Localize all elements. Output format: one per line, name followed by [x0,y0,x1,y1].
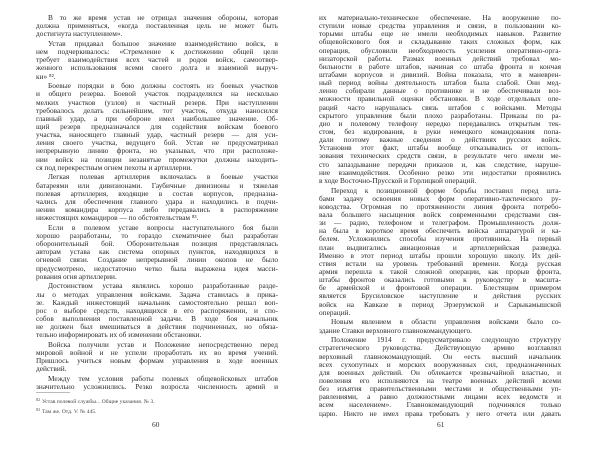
text-line: равлениями, а равно должностными лицами всех ведомств и [319,393,561,402]
text-line: операция, обусловили необходимость усиления оперативно-орга- [319,46,561,55]
left-page-body [36,14,278,391]
text-line: авторам устава как система опорных пунктов, находящихся в [36,248,278,257]
text-line: операций. [319,308,351,317]
text-line: действий. [36,365,67,374]
text-line: зи — радио, телефоном и телеграфом. Промышленность долж- [319,219,561,228]
text-line: Между тем условия работы полевых общевойсковых штабов [48,375,278,384]
text-line: белем. Усложнились способы изучения противника. На первый [319,235,561,244]
text-line: мелких участков (узлов) и частный резерв. При наступлении [36,98,278,107]
text-line: войск на Кавказе в период Эрзерумской и Сарыкамышской [319,300,561,309]
text-line: нии войск на позиции незанятые промежутки должны находить- [36,155,278,164]
text-line: можности правильной оценки обстановки. В ходе отдельных опе- [319,95,561,104]
text-line: Если в полевом уставе вопросы наступательного боя были [48,223,278,232]
text-line: участка, наносящего главный удар, частный резерв — для уси- [36,131,278,140]
footnote-text: Там же. Отд. V. № 445. [42,409,97,415]
text-line: ствия встали на уровень требований времени. Когда русская [319,259,561,268]
text-line: и общего резерва. Боевой участок подразделялся на несколько [36,90,278,99]
text-line: бильности в работе штабов, начиная со штаба фронта и кончая [319,62,561,71]
text-line: нении командира корпуса либо передавались в распоряжение [36,206,278,215]
text-line: план выдвигались авиационная и артиллерийская разведка. [319,243,561,252]
text-line: ки» ⁸². [36,72,56,81]
text-line: без изъятия правительственными местами и общественными уп- [319,385,561,394]
text-line: Новым явлением в области управления войсками было со- [331,318,561,327]
text-line: Боевые порядки в бою должны состоять из боевых участков [48,82,278,91]
text-line: батареями или дивизионами. Гаубичные дивизионы и тяжелая [36,181,278,190]
text-line: Легкая полевая артиллерия включалась в боевые участки [48,173,278,182]
text-line: Войска получили устав и Положение непосредственно перед [48,341,278,350]
page-number-left: 60 [152,420,160,429]
text-line: Переход к позиционной форме борьбы поставил перед шта- [331,186,561,195]
text-line: ся под перекрестным огнем пехоты и артиллерии. [36,163,193,172]
text-line: здание Ставки верховного главнокомандующего. [319,326,472,335]
text-line: ления своего участка, ведущего бой. Устав не предусматривал [36,139,278,148]
text-line: армия перешла к такой сложной операции, как прорыв фронта, [319,267,561,276]
text-line: стратегического руководства. Действующую армию возглавлял [319,344,561,353]
text-line: скрытого управления были плохо разработаны. Приказы по ра- [319,111,561,120]
text-line: на была в короткое время обеспечить войска аппаратурой и ка- [319,227,561,236]
text-line: непрерывную линию фронта, но указывал, что при расположе- [36,147,278,156]
text-line: Достоинством устава являлись хорошо разработанные разде- [48,282,278,291]
text-line: требовалось делать сильнейшим, тот участок, откуда наносился [36,106,278,115]
text-line: щий резерв предназначался для содействия войскам боевого [36,123,278,132]
footnote-number: 83 [36,407,40,412]
text-line: их материально-техническое обеспечение. На вооружение по- [319,14,561,22]
text-line: мировой войной и не успели проработать их во время учений. [36,349,278,358]
text-line: зе. Каждый нижестоящий начальник самостоятельно решал воп- [36,298,278,307]
text-line: значительно усложнились. Резко возросла численность армий и [36,383,278,392]
text-line: Установив этот факт, штабы вообще отказывались от исполь- [319,144,561,153]
text-line: всем населением». Главнокомандующий подчинялся только [319,401,561,410]
text-line: полевая артиллерия, входящие в состав корпусов, предназна- [36,189,278,198]
text-line: всех сухопутных и морских вооруженных сил, предназначенных [319,360,561,369]
text-line: лы о методах управления войсками. Задача ставилась в прика- [36,290,278,299]
text-line: зования технических средств связи, в результате чего имели ме- [319,152,561,161]
text-line: стом, без кодирования, в руки немецкого командования попа- [319,127,561,136]
text-line: Пришлось учиться новым формам управления в ходе военных [36,357,278,366]
text-line: нижестоящих командиров — по обстоятельствам ⁸³. [36,214,199,223]
footnote-82 [36,396,278,406]
text-line: ный период войны деятельность штабов была слабой. Они мед- [319,79,561,88]
right-page-body [319,14,561,418]
text-line: рос о выборе средств, находящихся в его распоряжении, и спо- [36,306,278,315]
text-line: верховный главнокомандующий. Он «есть высший начальник [319,352,561,361]
text-line: является Брусиловское наступление и действия русских [319,292,561,301]
text-line: хорошо разработаны, то гораздо схематичнее был разработан [36,232,278,241]
text-line: сто запаздывание передачи приказов и, как следствие, наруше- [319,160,561,169]
text-line: В то же время устав не отрицал значения обороны, которая [48,14,278,22]
text-line: Устав придавал большое значение взаимодействию войск, в [48,40,278,49]
text-line: требует взаимодействия всех частей и родов войск, самоотвер- [36,56,278,65]
footnote-separator [36,392,70,393]
text-line: собов выполнения поставленной задачи. В ходе боя начальник [36,315,278,324]
text-line: повеления его исполняются на театре военных действий всеми [319,376,561,385]
text-line: не должен был вмешиваться в действия подчиненных, но обяза- [36,323,278,332]
text-line: чались для обеспечения главного удара и находились в подчи- [36,197,278,206]
footnotes [36,392,278,416]
text-line: огневой связи. Создание непрерывной линии окопов не было [36,256,278,265]
text-line: дио и полевому телефону нередко передавались открытым тек- [319,119,561,128]
text-line: царю. Никто не имел права требовать у него отчета или давать [319,409,561,418]
text-line: ководства. Огромная по протяженности линия фронта потребо- [319,202,561,211]
text-line: торыми штабы еще не имели необходимых навыков. Развитие [319,30,561,39]
text-line: бами задачу освоения новых форм оперативно-тактического ру- [319,194,561,203]
text-line: ленно собирали данные о противнике и не обеспечивали воз- [319,87,561,96]
text-line: общевойскового боя и складывание таких сложных форм, как [319,38,561,47]
page-number-right: 61 [437,420,445,429]
text-line: тельно информировать их об изменении обстановки. [36,331,202,340]
text-line: ступили новые средства управления и связи, в пользовании ко- [319,22,561,31]
text-line: для военных действий. Он облекается чрезвычайной властью, и [319,368,561,377]
text-line: Именно в этот период штабы прошли хорошую школу. Их дей- [319,251,561,260]
footnote-number: 82 [36,397,40,402]
text-line: нем подчеркивалось: «Стремление к достижению общей цели [36,48,278,57]
text-line: Положение 1914 г. предусматривало следующую структуру [331,336,561,345]
text-line: штабы фронтов оказались готовыми к руководству в масшта- [319,276,561,285]
text-line: бе армейской и фронтовой операции. Блестящим примером [319,284,561,293]
text-line: ние взаимодействия. Особенно резко эти недостатки проявились [319,168,561,177]
text-line: женного использования всеми своего долга и взаимной выруч- [36,64,278,73]
text-line: главный удар, а при обороне имел наибольшее значение. Об- [36,114,278,123]
text-line: штабами корпусов и дивизий. Война показала, что в маневрен- [319,70,561,79]
text-line: раций часто нарушалась связь штабов с войсками. Методы [319,103,561,112]
text-line: должна применяться, «когда поставленная цель не может быть [36,22,278,31]
text-line: предусмотрено, недостаточно четко была выражена идея масси- [36,264,278,273]
text-line: рования огня артиллерии. [36,272,117,281]
text-line: достигнута наступлением». [36,30,123,39]
text-line: дали поэтому важные сведения о действиях русских войск. [319,136,561,145]
text-line: низаторской работы. Размах военных действий требовал мо- [319,54,561,63]
text-line: в ходе Восточно-Прусской и Горлицкой операций. [319,176,477,185]
footnote-text: Устав полевой службы... Общие указания. № 3. [42,399,155,405]
text-line: вала большего насыщения войск современными средствами свя- [319,210,561,219]
footnote-83 [36,406,278,416]
text-line: оборонительный бой. Оборонительная позиция представлялась [36,240,278,249]
